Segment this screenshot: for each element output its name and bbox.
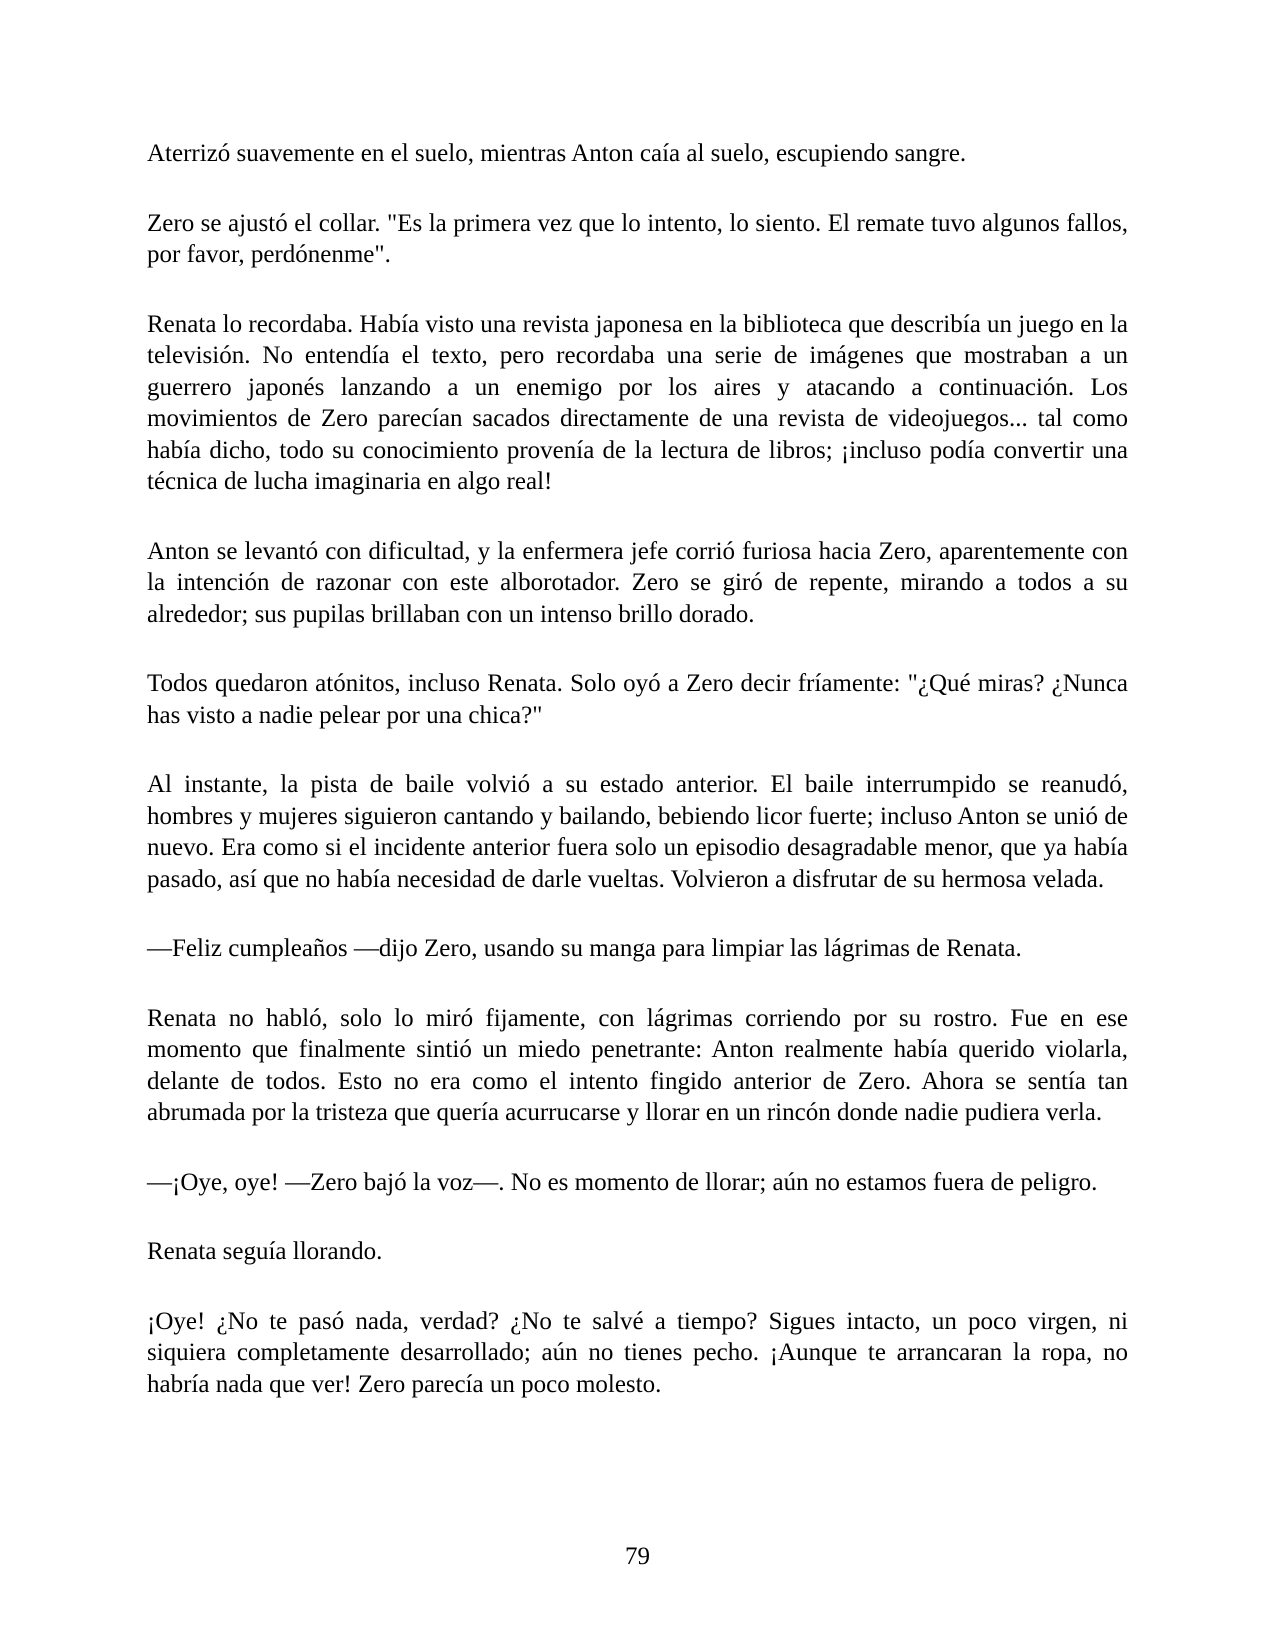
paragraph: Todos quedaron atónitos, incluso Renata. Solo oyó a Zero decir fríamente: "¿Qué miras? ¿Nunca has visto a nadie pelear por una chica?" — [147, 670, 1128, 729]
paragraph: Anton se levantó con dificultad, y la enfermera jefe corrió furiosa hacia Zero, aparentemente con la intención de razonar con este alborotador. Zero se giró de repente, mirando a todos a su alrededor; sus pupilas brillaban con un intenso brillo dorado. — [147, 537, 1128, 628]
paragraph: —¡Oye, oye! —Zero bajó la voz—. No es momento de llorar; aún no estamos fuera de peligro. — [147, 1168, 1098, 1196]
text-block — [147, 138, 1128, 1438]
paragraph: —Feliz cumpleaños —dijo Zero, usando su manga para limpiar las lágrimas de Renata. — [147, 935, 1022, 962]
paragraph: Zero se ajustó el collar. "Es la primera vez que lo intento, lo siento. El remate tuvo algunos fallos, por favor, perdónenme". — [147, 209, 1128, 268]
paragraph: Aterrizó suavemente en el suelo, mientras Anton caía al suelo, escupiendo sangre. — [147, 140, 967, 167]
paragraph: ¡Oye! ¿No te pasó nada, verdad? ¿No te salvé a tiempo? Sigues intacto, un poco virgen, ni siquiera completamente desarrollado; aún no tienes pecho. ¡Aunque te arrancaran la ropa, no habría nada que ver! Zero parecía un poco molesto. — [147, 1307, 1128, 1398]
paragraph: Al instante, la pista de baile volvió a su estado anterior. El baile interrumpido se reanudó, hombres y mujeres siguieron cantando y bailando, bebiendo licor fuerte; incluso Anton se unió de nuevo. Era como si el incidente anterior fuera solo un episodio desagradable menor, que ya había pasado, así que no había necesidad de darle vueltas. Volvieron a disfrutar de su hermosa velada. — [147, 771, 1128, 893]
paragraph: Renata seguía llorando. — [147, 1238, 383, 1265]
page-number: 79 — [625, 1543, 650, 1570]
paragraph: Renata lo recordaba. Había visto una revista japonesa en la biblioteca que describía un juego en la televisión. No entendía el texto, pero recordaba una serie de imágenes que mostraban a un guerrero japonés lanzando a un enemigo por los aires y atacando a continuación. Los movimientos de Zero parecían sacados directamente de una revista de videojuegos... tal como había dicho, todo su conocimiento provenía de la lectura de libros; ¡incluso podía convertir una técnica de lucha imaginaria en algo real! — [147, 310, 1128, 495]
paragraph: Renata no habló, solo lo miró fijamente, con lágrimas corriendo por su rostro. Fue en ese momento que finalmente sintió un miedo penetrante: Anton realmente había querido violarla, delante de todos. Esto no era como el intento fingido anterior de Zero. Ahora se sentía tan abrumada por la tristeza que quería acurrucarse y llorar en un rincón donde nadie pudiera verla. — [147, 1004, 1128, 1126]
